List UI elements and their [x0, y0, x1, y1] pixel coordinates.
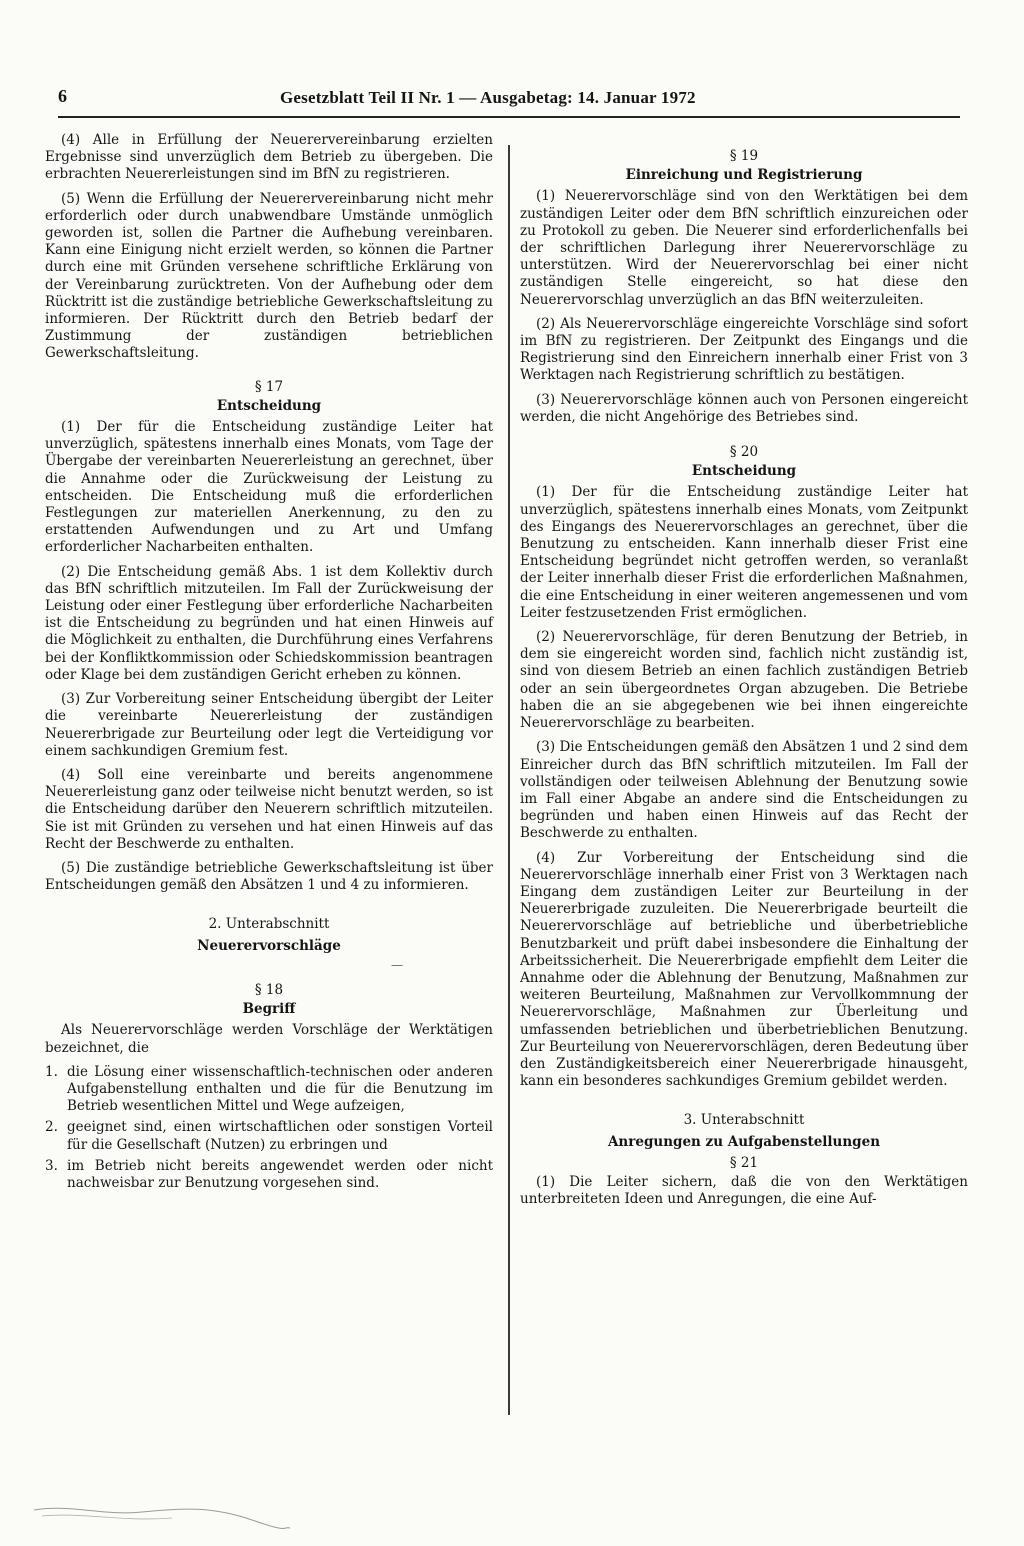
paragraph-16-5: (5) Wenn die Erfüllung der Neuerervereinbarung nicht mehr erforderlich oder durch unabwendbare Umstände unmöglich geworden ist, sollen die Partner die Aufhebung vereinbaren. Kann eine Einigung nicht erzielt werden, so können die Partner durch eine mit Gründen versehene schriftliche Erklärung von der Vereinbarung zurücktreten. Von der Aufhebung oder dem Rücktritt ist die zuständige betriebliche Gewerkschaftsleitung zu informieren. Der Rücktritt durch den Betrieb bedarf der Zustimmung der zuständigen betrieblichen Gewerkschaftsleitung. — [45, 190, 493, 362]
list-text: im Betrieb nicht bereits angewendet werden oder nicht nachweisbar zur Benutzung vorgesehen sind. — [67, 1157, 493, 1191]
list-text: die Lösung einer wissenschaftlich-technischen oder anderen Aufgabenstellung enthalten und die für die Benutzung im Betrieb wesentlichen Mittel und Wege aufzeigen, — [67, 1063, 493, 1115]
paragraph-20-1: (1) Der für die Entscheidung zuständige Leiter hat unverzüglich, spätestens innerhalb eines Monats, vom Zeitpunkt des Eingangs des Neuerervorschlages an gerechnet, über die Benutzung zu entscheiden. Kann innerhalb dieser Frist eine Entscheidung begründet nicht getroffen werden, so veranlaßt der Leiter innerhalb dieser Frist die erforderlichen Maßnahmen, die eine Entscheidung in einer weiteren angemessenen und vom Leiter festzusetzenden Frist ermöglichen. — [520, 484, 968, 621]
paragraph-21-1: (1) Die Leiter sichern, daß die von den Werktätigen unterbreiteten Ideen und Anregungen, die eine Auf- — [520, 1173, 968, 1208]
list-text: geeignet sind, einen wirtschaftlichen oder sonstigen Vorteil für die Gesellschaft (Nutzen) zu erbringen und — [67, 1119, 493, 1153]
paragraph-17-2: (2) Die Entscheidung gemäß Abs. 1 ist dem Kollektiv durch das BfN schriftlich mitzuteilen. Im Fall der Zurückweisung der Leistung oder einer Festlegung über erforderliche Nacharbeiten ist die Entscheidung zu begründen und hat einen Hinweis auf die Möglichkeit zu enthalten, die Durchführung eines Verfahrens bei der Konfliktkommission oder Schiedskommission beantragen oder Klage bei dem zuständigen Gericht erheben zu können. — [45, 563, 493, 683]
list-item — [45, 1158, 493, 1192]
paragraph-19-1: (1) Neuerervorschläge sind von den Werktätigen bei dem zuständigen Leiter oder dem BfN schriftlich einzureichen oder zu Protokoll zu geben. Die Neuerer sind erforderlichenfalls bei der schriftlichen Darlegung ihrer Neuerervorschläge zu unterstützen. Wird der Neuerervorschlag bei einer nicht zuständigen Stelle eingereicht, so hat diese den Neuerervorschlag unverzüglich an das BfN weiterzuleiten. — [520, 188, 968, 308]
list-item — [45, 1119, 493, 1153]
paragraph-20-3: (3) Die Entscheidungen gemäß den Absätzen 1 und 2 sind dem Einreicher durch das BfN schriftlich mitzuteilen. Im Fall der vollständigen oder teilweisen Ablehnung der Benutzung sowie im Fall einer Abgabe an andere sind die Entscheidungen zu begründen und haben einen Hinweis auf das Recht der Beschwerde zu enthalten. — [520, 739, 968, 842]
pencil-scribble — [32, 1502, 292, 1532]
list-number: 2. — [45, 1119, 58, 1136]
paragraph-20-4: (4) Zur Vorbereitung der Entscheidung sind die Neuerervorschläge innerhalb einer Frist von 3 Werktagen nach Eingang dem zuständigen Leiter zur Beurteilung in der Neuererbrigade zuzuleiten. Die Neuererbrigade beurteilt die Neuerervorschläge auf betriebliche und überbetriebliche Benutzbarkeit und prüft dabei insbesondere die Einhaltung der Arbeitssicherheit. Die Neuererbrigade empfiehlt dem Leiter die Annahme oder die Ablehnung der Benutzung, Maßnahmen zur weiteren Beurteilung, Maßnahmen zur Vervollkommnung der Neuerervorschläge, Maßnahmen zur Überleitung und umfassenden betrieblichen und überbetrieblichen Benutzung. Zur Beurteilung von Neuerervorschlägen, deren Bedeutung über den Zuständigkeitsbereich einer Neuererbrigade hinausgeht, kann ein besonderes sachkundiges Gremium gebildet werden. — [520, 849, 968, 1090]
subsection-2-heading: Neuerervorschläge — [197, 937, 341, 954]
section-17-heading: Entscheidung — [216, 397, 322, 414]
section-17-title: § 17 — [254, 378, 284, 395]
paragraph-16-4: (4) Alle in Erfüllung der Neuerervereinbarung erzielten Ergebnisse sind unverzüglich dem Betrieb zu übergeben. Die erbrachten Neuererleistungen sind im BfN zu registrieren. — [45, 132, 493, 183]
section-20-heading: Entscheidung — [691, 463, 797, 480]
list-number: 3. — [45, 1157, 58, 1174]
page-header — [58, 86, 960, 118]
section-21-title: § 21 — [729, 1154, 759, 1171]
right-column — [520, 132, 968, 1215]
subsection-2-title: 2. Unterabschnitt — [208, 916, 330, 933]
paragraph-18-intro: Als Neuerervorschläge werden Vorschläge der Werktätigen bezeichnet, die — [45, 1022, 493, 1056]
column-divider — [508, 145, 510, 1415]
list-item — [45, 1064, 493, 1116]
section-20-title: § 20 — [729, 444, 759, 461]
paragraph-17-5: (5) Die zuständige betriebliche Gewerkschaftsleitung ist über Entscheidungen gemäß den Absätzen 1 und 4 zu informieren. — [45, 859, 493, 894]
paragraph-19-2: (2) Als Neuerervorschläge eingereichte Vorschläge sind sofort im BfN zu registrieren. Der Zeitpunkt des Eingangs und die Registrierung sind den Einreichern innerhalb einer Frist von 3 Werktagen nach Registrierung schriftlich zu bestätigen. — [520, 315, 968, 384]
subsection-3-title: 3. Unterabschnitt — [683, 1112, 805, 1129]
section-18-list — [45, 1064, 493, 1192]
paragraph-20-2: (2) Neuerervorschläge, für deren Benutzung der Betrieb, in dem sie eingereicht worden sind, fachlich nicht zuständig ist, sind von diesem Betrieb an einen fachlich zuständigen Betrieb oder an sein übergeordnetes Organ abzugeben. Die Betriebe haben die an sie abgegebenen wie bei ihnen eingereichte Neuerervorschläge zu bearbeiten. — [520, 629, 968, 732]
section-19-title: § 19 — [729, 148, 759, 164]
separator-dash: — — [391, 957, 403, 972]
paragraph-17-3: (3) Zur Vorbereitung seiner Entscheidung übergibt der Leiter die vereinbarte Neuererleistung der zuständigen Neuererbrigade zur Beurteilung oder legt die Verteidigung vor einem sachkundigen Gremium fest. — [45, 691, 493, 759]
section-19-heading: Einreichung und Registrierung — [625, 167, 863, 184]
subsection-3-heading: Anregungen zu Aufgabenstellungen — [607, 1133, 881, 1150]
list-number: 1. — [45, 1063, 58, 1080]
paragraph-19-3: (3) Neuerervorschläge können auch von Personen eingereicht werden, die nicht Angehörige des Betriebes sind. — [520, 391, 968, 425]
paragraph-17-4: (4) Soll eine vereinbarte und bereits angenommene Neuererleistung ganz oder teilweise nicht benutzt werden, so ist die Entscheidung darüber den Neuerern schriftlich mitzuteilen. Sie ist mit Gründen zu versehen und hat einen Hinweis auf das Recht der Beschwerde zu enthalten. — [45, 766, 493, 852]
paragraph-17-1: (1) Der für die Entscheidung zuständige Leiter hat unverzüglich, spätestens innerhalb eines Monats, vom Tage der Übergabe der vereinbarten Neuererleistung an gerechnet, über die Annahme oder die Zurückweisung der Leistung zu entscheiden. Die Entscheidung muß die erforderlichen Festlegungen zur materiellen Anerkennung, zu den zu erstattenden Aufwendungen und zu Art und Umfang erforderlicher Nacharbeiten enthalten. — [45, 419, 493, 556]
page-number: 6 — [58, 86, 67, 106]
section-18-title: § 18 — [254, 981, 284, 998]
left-column — [45, 132, 493, 1197]
section-18-heading: Begriff — [242, 1001, 296, 1018]
header-title: Gesetzblatt Teil II Nr. 1 — Ausgabetag: 14. Januar 1972 — [280, 88, 696, 107]
